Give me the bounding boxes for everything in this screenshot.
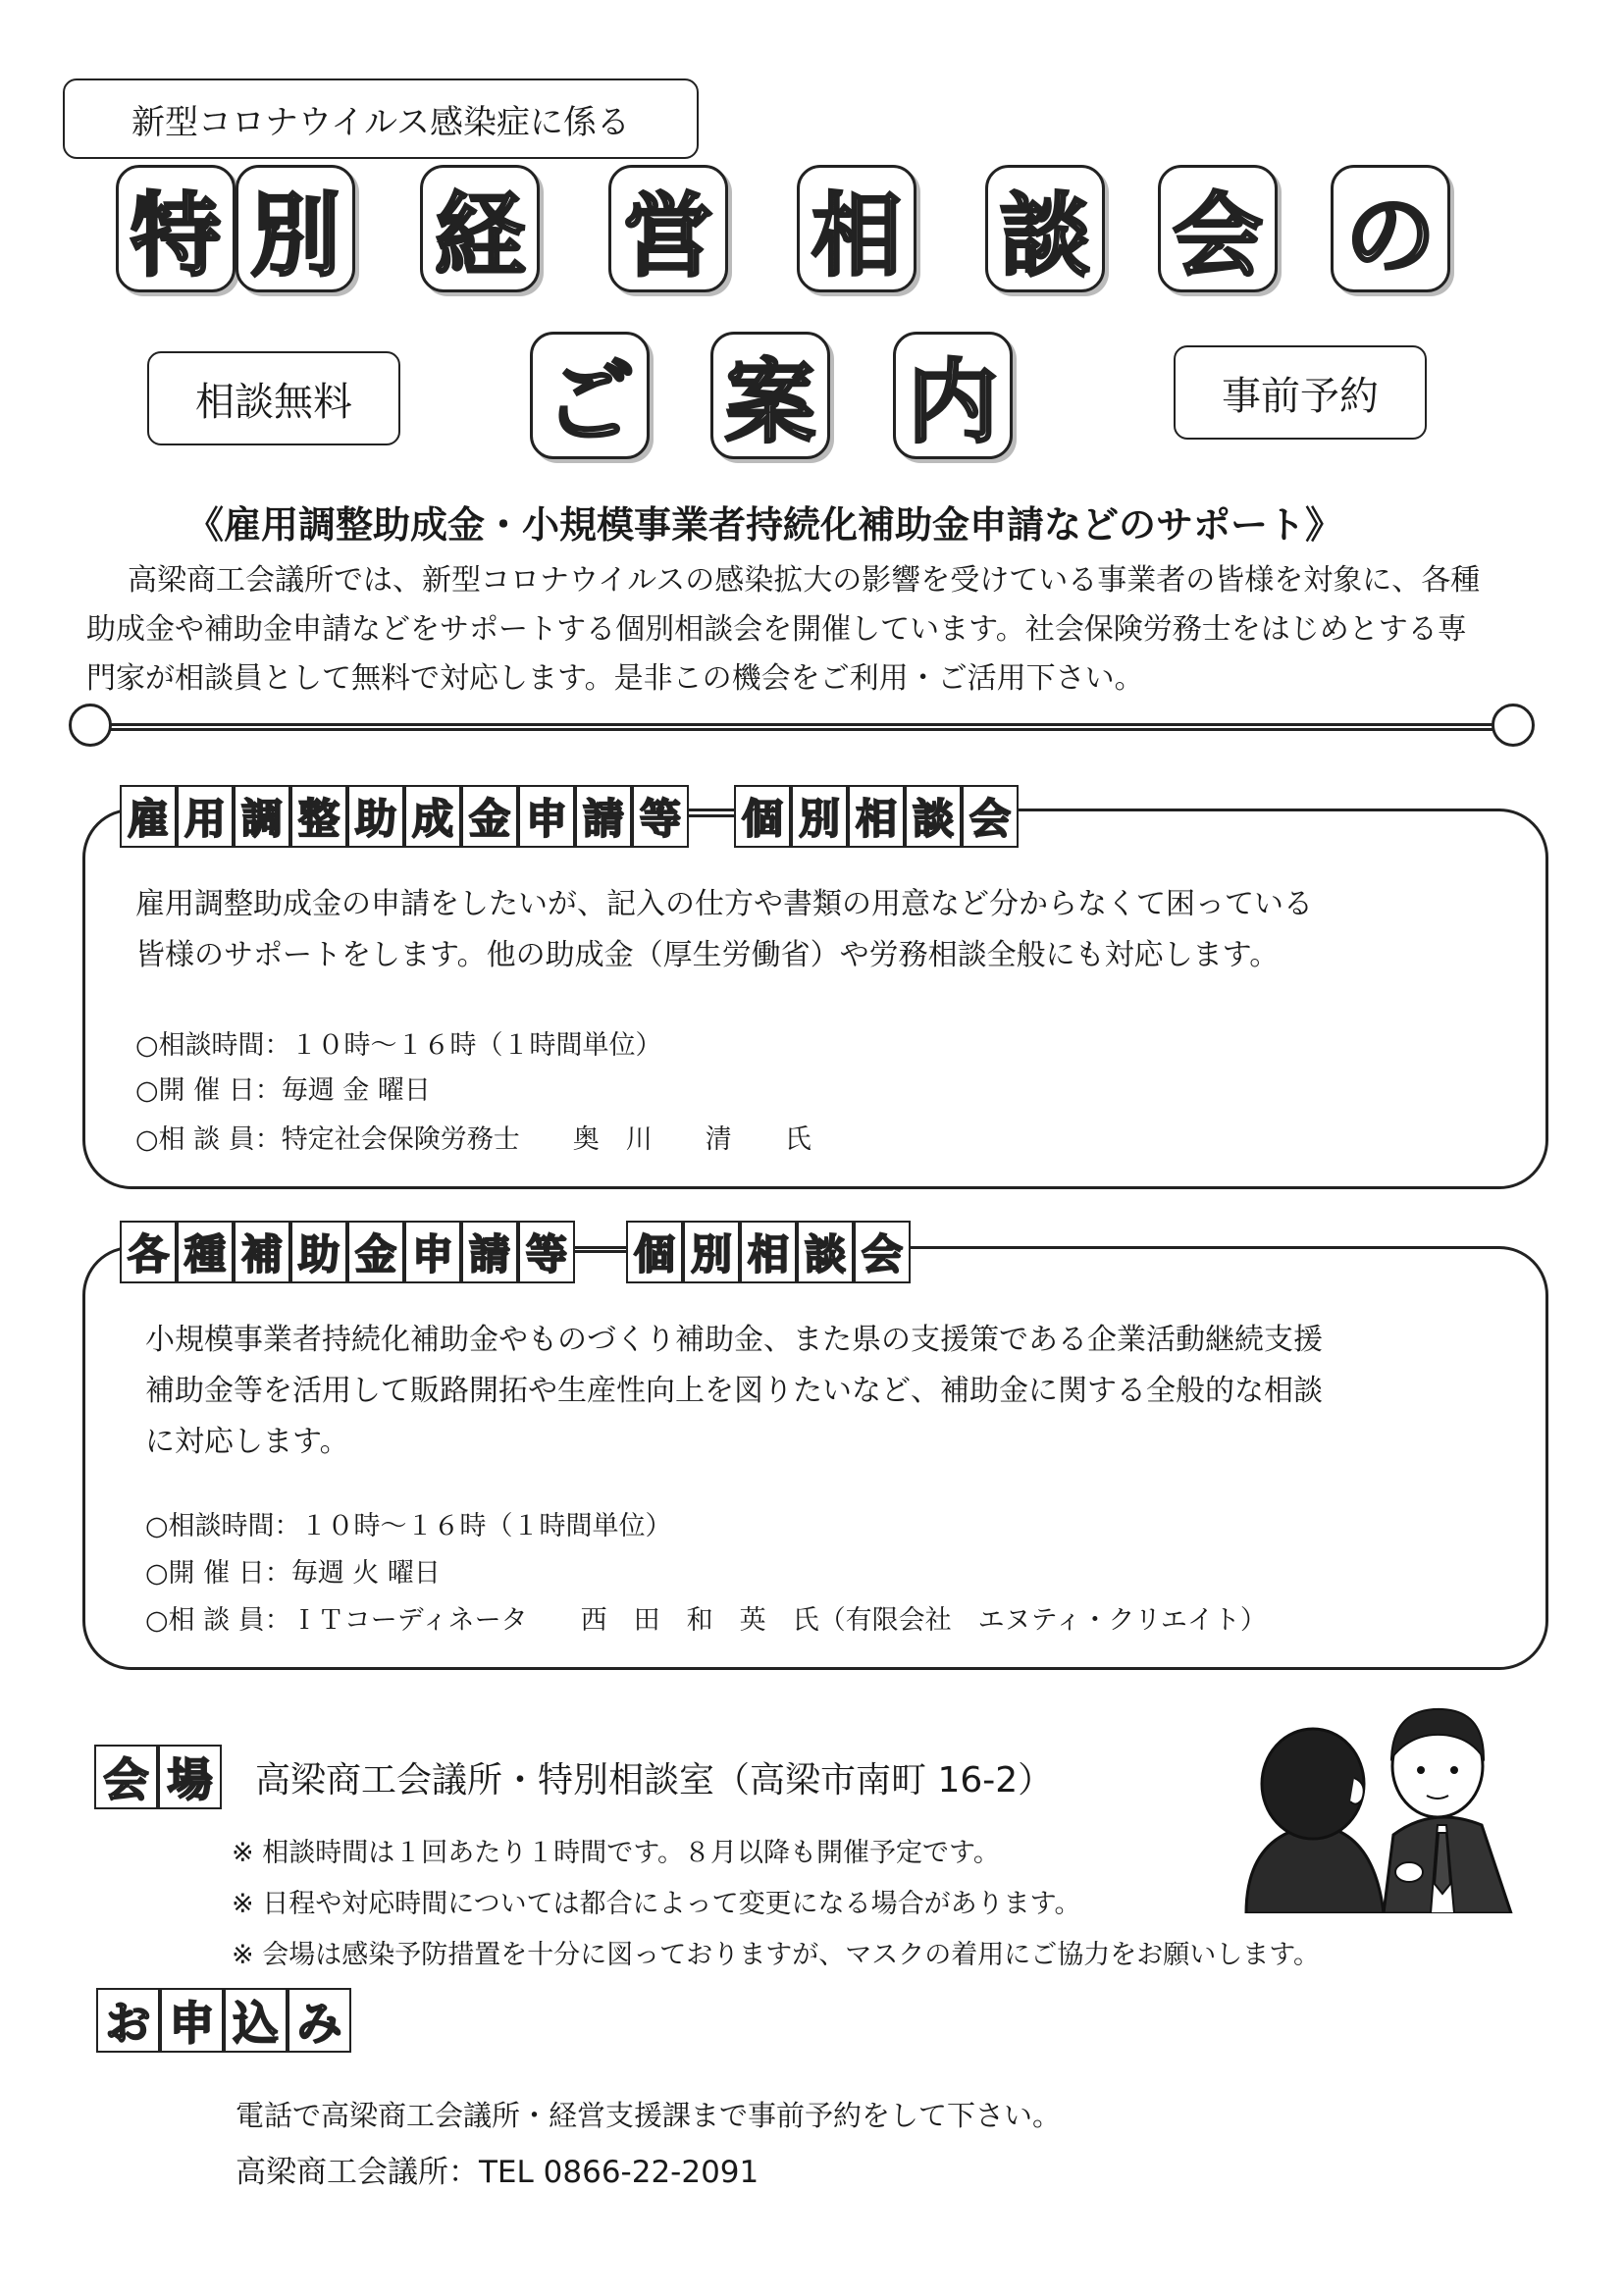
heading-char: 個 (734, 785, 791, 848)
free-consultation-text: 相談無料 (195, 379, 352, 425)
heading-char: 別 (683, 1221, 740, 1283)
divider-rail (90, 723, 1511, 731)
heading-char: 金 (461, 785, 518, 848)
consultation-illustration (1236, 1668, 1531, 1913)
heading-char: 助 (347, 785, 404, 848)
title-char: 内 (893, 332, 1013, 459)
heading-char: 補 (234, 1221, 290, 1283)
section-employment-body: 皆様のサポートをします。他の助成金（厚生労働省）や労務相談全般にも対応します。 (135, 938, 1280, 972)
heading-char: 相 (848, 785, 905, 848)
apply-label-char: み (288, 1988, 351, 2053)
title-char: の (1331, 165, 1450, 292)
heading-char: 申 (518, 785, 575, 848)
title-char: 会 (1158, 165, 1278, 292)
section-subsidy-staff: ○相 談 員：ＩＴコーディネータ 西 田 和 英 氏（有限会社 エヌティ・クリエイト） (145, 1605, 1267, 1636)
title-char: 経 (420, 165, 540, 292)
divider-left-knob (69, 704, 112, 747)
heading-char: 整 (290, 785, 347, 848)
heading-char: 個 (626, 1221, 683, 1283)
heading-char: 各 (120, 1221, 177, 1283)
heading-char: 等 (518, 1221, 575, 1283)
heading-char: 請 (575, 785, 632, 848)
title-char: 相 (797, 165, 916, 292)
apply-phone[interactable]: 高梁商工会議所：TEL 0866-22-2091 (236, 2155, 759, 2190)
intro-line: 門家が相談員として無料で対応します。是非この機会をご利用・ご活用下さい。 (86, 661, 1144, 696)
title-char: 別 (236, 165, 355, 292)
section-employment-staff: ○相 談 員：特定社会保険労務士 奥 川 清 氏 (135, 1124, 812, 1155)
woman-head (1262, 1729, 1364, 1839)
section-employment-body: 雇用調整助成金の申請をしたいが、記入の仕方や書類の用意など分からなくて困っている (135, 887, 1313, 921)
venue-label-char: 場 (158, 1745, 222, 1809)
title-char: 案 (710, 332, 830, 459)
man-eye (1417, 1766, 1425, 1774)
title-char: 特 (116, 165, 236, 292)
venue-label-char: 会 (94, 1745, 158, 1809)
heading-char: 請 (461, 1221, 518, 1283)
heading-char: 談 (797, 1221, 854, 1283)
man-eye (1450, 1766, 1458, 1774)
heading-char: 別 (791, 785, 848, 848)
heading-char: 申 (404, 1221, 461, 1283)
intro-line: 助成金や補助金申請などをサポートする個別相談会を開催しています。社会保険労務士をはじめとする専 (86, 612, 1467, 647)
section-subsidy-body: 小規模事業者持続化補助金やものづくり補助金、また県の支援策である企業活動継続支援 (145, 1323, 1323, 1357)
heading-char: 会 (962, 785, 1019, 848)
heading-connector (575, 1250, 626, 1253)
free-consultation-tag (147, 351, 400, 445)
heading-connector (689, 814, 734, 817)
apply-instruction: 電話で高梁商工会議所・経営支援課まで事前予約をして下さい。 (236, 2099, 1062, 2132)
heading-char: 成 (404, 785, 461, 848)
reservation-text: 事前予約 (1222, 373, 1379, 419)
title-char: ご (530, 332, 650, 459)
apply-label-char: 申 (160, 1988, 224, 2053)
subtitle: 《雇用調整助成金・小規模事業者持続化補助金申請などのサポート》 (186, 503, 1343, 547)
venue-note: ※ 日程や対応時間については都合によって変更になる場合があります。 (232, 1889, 1081, 1919)
man-hands (1395, 1862, 1423, 1882)
section-subsidy-body: に対応します。 (145, 1425, 349, 1459)
heading-char: 調 (234, 785, 290, 848)
section-subsidy-heading (120, 1221, 1042, 1283)
apply-label-char: 込 (224, 1988, 288, 2053)
heading-char: 等 (632, 785, 689, 848)
heading-char: 談 (905, 785, 962, 848)
title-char: 談 (985, 165, 1105, 292)
heading-char: 助 (290, 1221, 347, 1283)
section-employment-day: ○開 催 日：毎週 金 曜日 (135, 1075, 431, 1106)
section-subsidy-day: ○開 催 日：毎週 火 曜日 (145, 1558, 441, 1589)
apply-label-char: お (96, 1988, 160, 2053)
apply-label (96, 1988, 351, 2053)
section-subsidy-body: 補助金等を活用して販路開拓や生産性向上を図りたいなど、補助金に関する全般的な相談 (145, 1374, 1323, 1408)
section-employment-heading (120, 785, 1121, 848)
venue-text: 高梁商工会議所・特別相談室（高梁市南町 16-2） (255, 1760, 1054, 1800)
heading-char: 金 (347, 1221, 404, 1283)
heading-char: 種 (177, 1221, 234, 1283)
venue-label (94, 1745, 222, 1809)
top-tag (63, 78, 699, 159)
venue-note: ※ 相談時間は１回あたり１時間です。８月以降も開催予定です。 (232, 1838, 1000, 1868)
reservation-tag (1174, 345, 1427, 440)
title-char: 営 (608, 165, 728, 292)
tie-icon (1435, 1833, 1450, 1894)
divider-right-knob (1492, 704, 1535, 747)
section-subsidy-time: ○相談時間：１０時～１６時（１時間単位） (145, 1511, 672, 1541)
heading-char: 会 (854, 1221, 911, 1283)
intro-line: 高梁商工会議所では、新型コロナウイルスの感染拡大の影響を受けている事業者の皆様を対象に、各種 (128, 563, 1481, 598)
venue-note: ※ 会場は感染予防措置を十分に図っておりますが、マスクの着用にご協力をお願いします。 (232, 1940, 1321, 1970)
section-employment-time: ○相談時間：１０時～１６時（１時間単位） (135, 1030, 662, 1061)
heading-char: 雇 (120, 785, 177, 848)
heading-char: 相 (740, 1221, 797, 1283)
top-tag-text: 新型コロナウイルス感染症に係る (131, 102, 630, 142)
heading-char: 用 (177, 785, 234, 848)
